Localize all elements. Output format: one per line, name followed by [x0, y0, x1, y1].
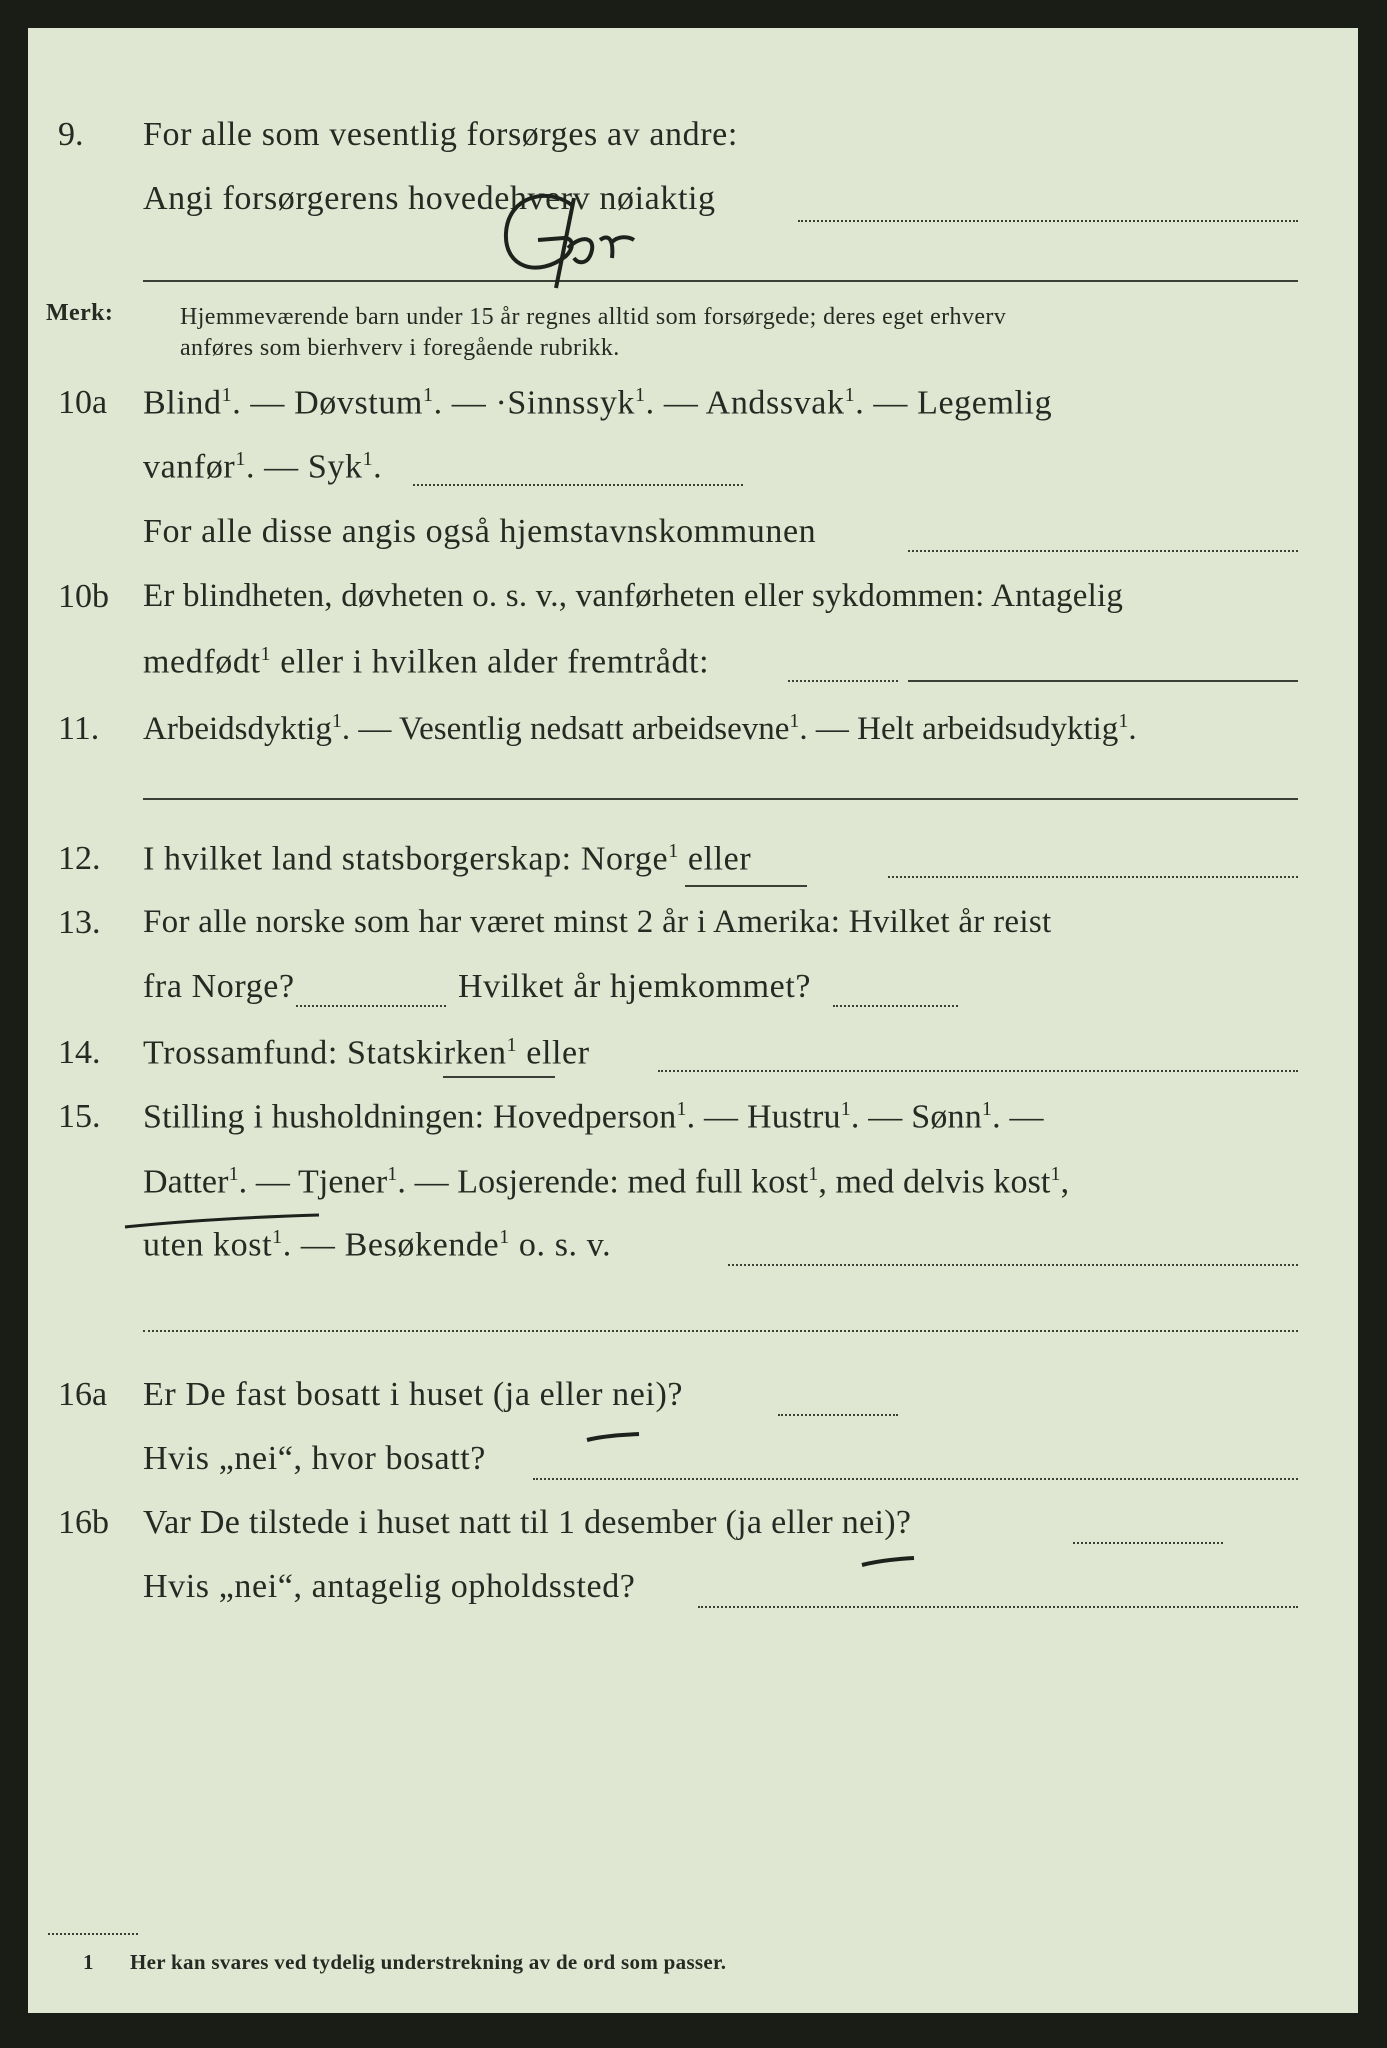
opt-blind[interactable]: Blind: [143, 384, 222, 422]
q16a-text-line2: Hvis „nei“, hvor bosatt?: [143, 1440, 486, 1477]
q14-answer-line[interactable]: [658, 1070, 1298, 1072]
q10a-hjemstavn-answer-line[interactable]: [908, 550, 1298, 552]
q16b-text-line2: Hvis „nei“, antagelig opholdssted?: [143, 1568, 636, 1605]
q10a-text-line3: For alle disse angis også hjemstavnskommunen: [143, 513, 817, 550]
q16b-number: 16b: [58, 1504, 109, 1541]
footnote-ref: 1: [422, 384, 434, 406]
q13-text-line1: For alle norske som har været minst 2 år i Amerika: Hvilket år reist: [143, 904, 1052, 940]
q10a-text-line1: [143, 384, 1052, 422]
footnote-ref: 1: [272, 1226, 283, 1248]
footnote-ref: 1: [221, 384, 233, 406]
merk-text-line2: anføres som bierhverv i foregående rubrikk.: [180, 335, 620, 361]
footnote-ref: 1: [228, 1163, 239, 1185]
q15-number: 15.: [58, 1098, 101, 1135]
opt-vanfor[interactable]: vanfør: [143, 448, 236, 486]
opt-syk[interactable]: . — Syk: [245, 448, 363, 486]
q16a-hvor-answer-line[interactable]: [533, 1478, 1298, 1480]
opt-legemlig[interactable]: . — Legemlig: [855, 384, 1053, 422]
opt-besokende[interactable]: . — Besøkende: [282, 1226, 500, 1264]
opt-statskirken[interactable]: Trossamfund: Statskirken: [143, 1034, 507, 1072]
handwritten-signature-gbr: [478, 178, 688, 308]
footnote-ref: 1: [499, 1226, 510, 1248]
footnote-ref: 1: [1050, 1163, 1061, 1185]
footnote-ref: 1: [635, 384, 646, 406]
q10b-answer-dots[interactable]: [788, 680, 898, 682]
opt-dovstum[interactable]: . — Døvstum: [232, 384, 423, 422]
opt-hustru[interactable]: . — Hustru: [686, 1098, 841, 1136]
footnote-ref: 1: [235, 448, 246, 470]
opt-sonn[interactable]: . — Sønn: [850, 1098, 982, 1136]
q11-text-line1: [143, 710, 1137, 748]
opt-nedsatt[interactable]: . — Vesentlig nedsatt arbeidsevne: [341, 711, 790, 747]
q15-answer-line2[interactable]: [143, 1330, 1298, 1332]
q13-number: 13.: [58, 904, 101, 941]
q14-number: 14.: [58, 1034, 101, 1071]
opt-andssvak[interactable]: . — Andssvak: [645, 384, 845, 422]
opt-sinnssyk[interactable]: . — ·Sinnssyk: [433, 384, 636, 422]
underline-statskirken: [443, 1076, 555, 1078]
q15-text-line3: [143, 1226, 611, 1264]
q9-text-line2: Angi forsørgerens hovedehverv nøiaktig: [143, 180, 716, 217]
punct: .: [373, 448, 383, 486]
q9-answer-line[interactable]: [798, 220, 1298, 222]
q13-text-line2a: fra Norge?: [143, 968, 295, 1005]
q11-answer-line[interactable]: [143, 798, 1298, 800]
q10a-syk-answer-line[interactable]: [413, 484, 743, 486]
footnote-mark: 1: [83, 1950, 94, 1974]
q10a-text-line2: [143, 448, 382, 486]
opt-datter[interactable]: Datter: [143, 1163, 229, 1201]
q10b-number: 10b: [58, 578, 109, 615]
q12-text-line1: [143, 840, 751, 878]
q15-answer-line[interactable]: [728, 1264, 1298, 1266]
footnote-ref: 1: [1118, 710, 1129, 732]
opt-arbeidsdyktig[interactable]: Arbeidsdyktig: [143, 711, 332, 747]
q16a-text-line1: Er De fast bosatt i huset (ja eller nei)?: [143, 1376, 684, 1413]
q10b-text-line1: Er blindheten, døvheten o. s. v., vanførheten eller sykdommen: Antagelig: [143, 578, 1124, 614]
q12-answer-line[interactable]: [888, 876, 1298, 878]
q15-text-line1: [143, 1098, 1044, 1136]
q11-number: 11.: [58, 710, 100, 747]
q9-text-line1: For alle som vesentlig forsørges av andre:: [143, 116, 738, 153]
q12-eller: eller: [678, 840, 752, 878]
merk-label: Merk:: [46, 300, 114, 326]
footnote-ref: 1: [840, 1098, 851, 1120]
punct: . —: [992, 1098, 1044, 1136]
opt-losjerende-delvis[interactable]: , med delvis kost: [818, 1163, 1051, 1201]
footnote-ref: 1: [387, 1163, 398, 1185]
footnote-ref: 1: [362, 448, 374, 470]
q10a-number: 10a: [58, 384, 108, 421]
q15-text-line2: [143, 1163, 1069, 1201]
q10b-answer-line[interactable]: [908, 680, 1298, 682]
footnote-ref: 1: [668, 840, 679, 862]
q16a-number: 16a: [58, 1376, 108, 1413]
q9-number: 9.: [58, 116, 84, 153]
q13-reist-answer-line[interactable]: [296, 1005, 446, 1007]
opt-norge-label[interactable]: I hvilket land statsborgerskap: Norge: [143, 840, 669, 878]
q16a-bosatt-answer-line[interactable]: [778, 1414, 898, 1416]
punct: ,: [1060, 1163, 1070, 1201]
q12-number: 12.: [58, 840, 101, 877]
footnote-ref: 1: [331, 710, 342, 732]
footnote-ref: 1: [676, 1098, 687, 1120]
footnote-ref: 1: [260, 643, 272, 665]
footnote-separator: [48, 1933, 138, 1935]
merk-text-line1: Hjemmeværende barn under 15 år regnes alltid som forsørgede; deres eget erhverv: [180, 304, 1007, 330]
handwritten-dash-16b: [858, 1553, 918, 1573]
opt-tjener[interactable]: . — Tjener: [238, 1163, 388, 1201]
q14-text-line1: [143, 1034, 590, 1072]
footnote-ref: 1: [506, 1034, 518, 1056]
footnote-ref: 1: [808, 1163, 819, 1185]
footnote-ref: 1: [789, 710, 800, 732]
opt-losjerende-full[interactable]: . — Losjerende: med full kost: [397, 1163, 809, 1201]
q16b-text-line1: Var De tilstede i huset natt til 1 desember (ja eller nei)?: [143, 1504, 912, 1541]
opt-udyktig[interactable]: . — Helt arbeidsudyktig: [799, 711, 1119, 747]
q16b-tilstede-answer-line[interactable]: [1073, 1542, 1223, 1544]
footnote-ref: 1: [981, 1098, 993, 1120]
q16b-opholdssted-answer-line[interactable]: [698, 1606, 1298, 1608]
q10b-alder-label: eller i hvilken alder fremtrådt:: [271, 643, 710, 681]
punct: .: [1128, 711, 1137, 747]
q9-answer-line2[interactable]: [143, 280, 1298, 282]
census-form-page: [28, 28, 1358, 2013]
q13-hjemkommet-answer-line[interactable]: [833, 1005, 958, 1007]
q10b-text-line2: [143, 643, 709, 681]
opt-medfodt[interactable]: medfødt: [143, 643, 261, 681]
q15-osv: o. s. v.: [509, 1226, 612, 1264]
footnote-ref: 1: [844, 384, 856, 406]
opt-uten-kost[interactable]: uten kost: [143, 1226, 273, 1264]
underline-norge: [685, 885, 807, 887]
q14-eller: eller: [517, 1034, 590, 1072]
handwritten-dash-16a: [583, 1428, 643, 1448]
footnote-text: Her kan svares ved tydelig understrekning av de ord som passer.: [130, 1950, 727, 1974]
q13-text-line2b: Hvilket år hjemkommet?: [458, 968, 812, 1005]
opt-hovedperson[interactable]: Stilling i husholdningen: Hovedperson: [143, 1098, 677, 1136]
